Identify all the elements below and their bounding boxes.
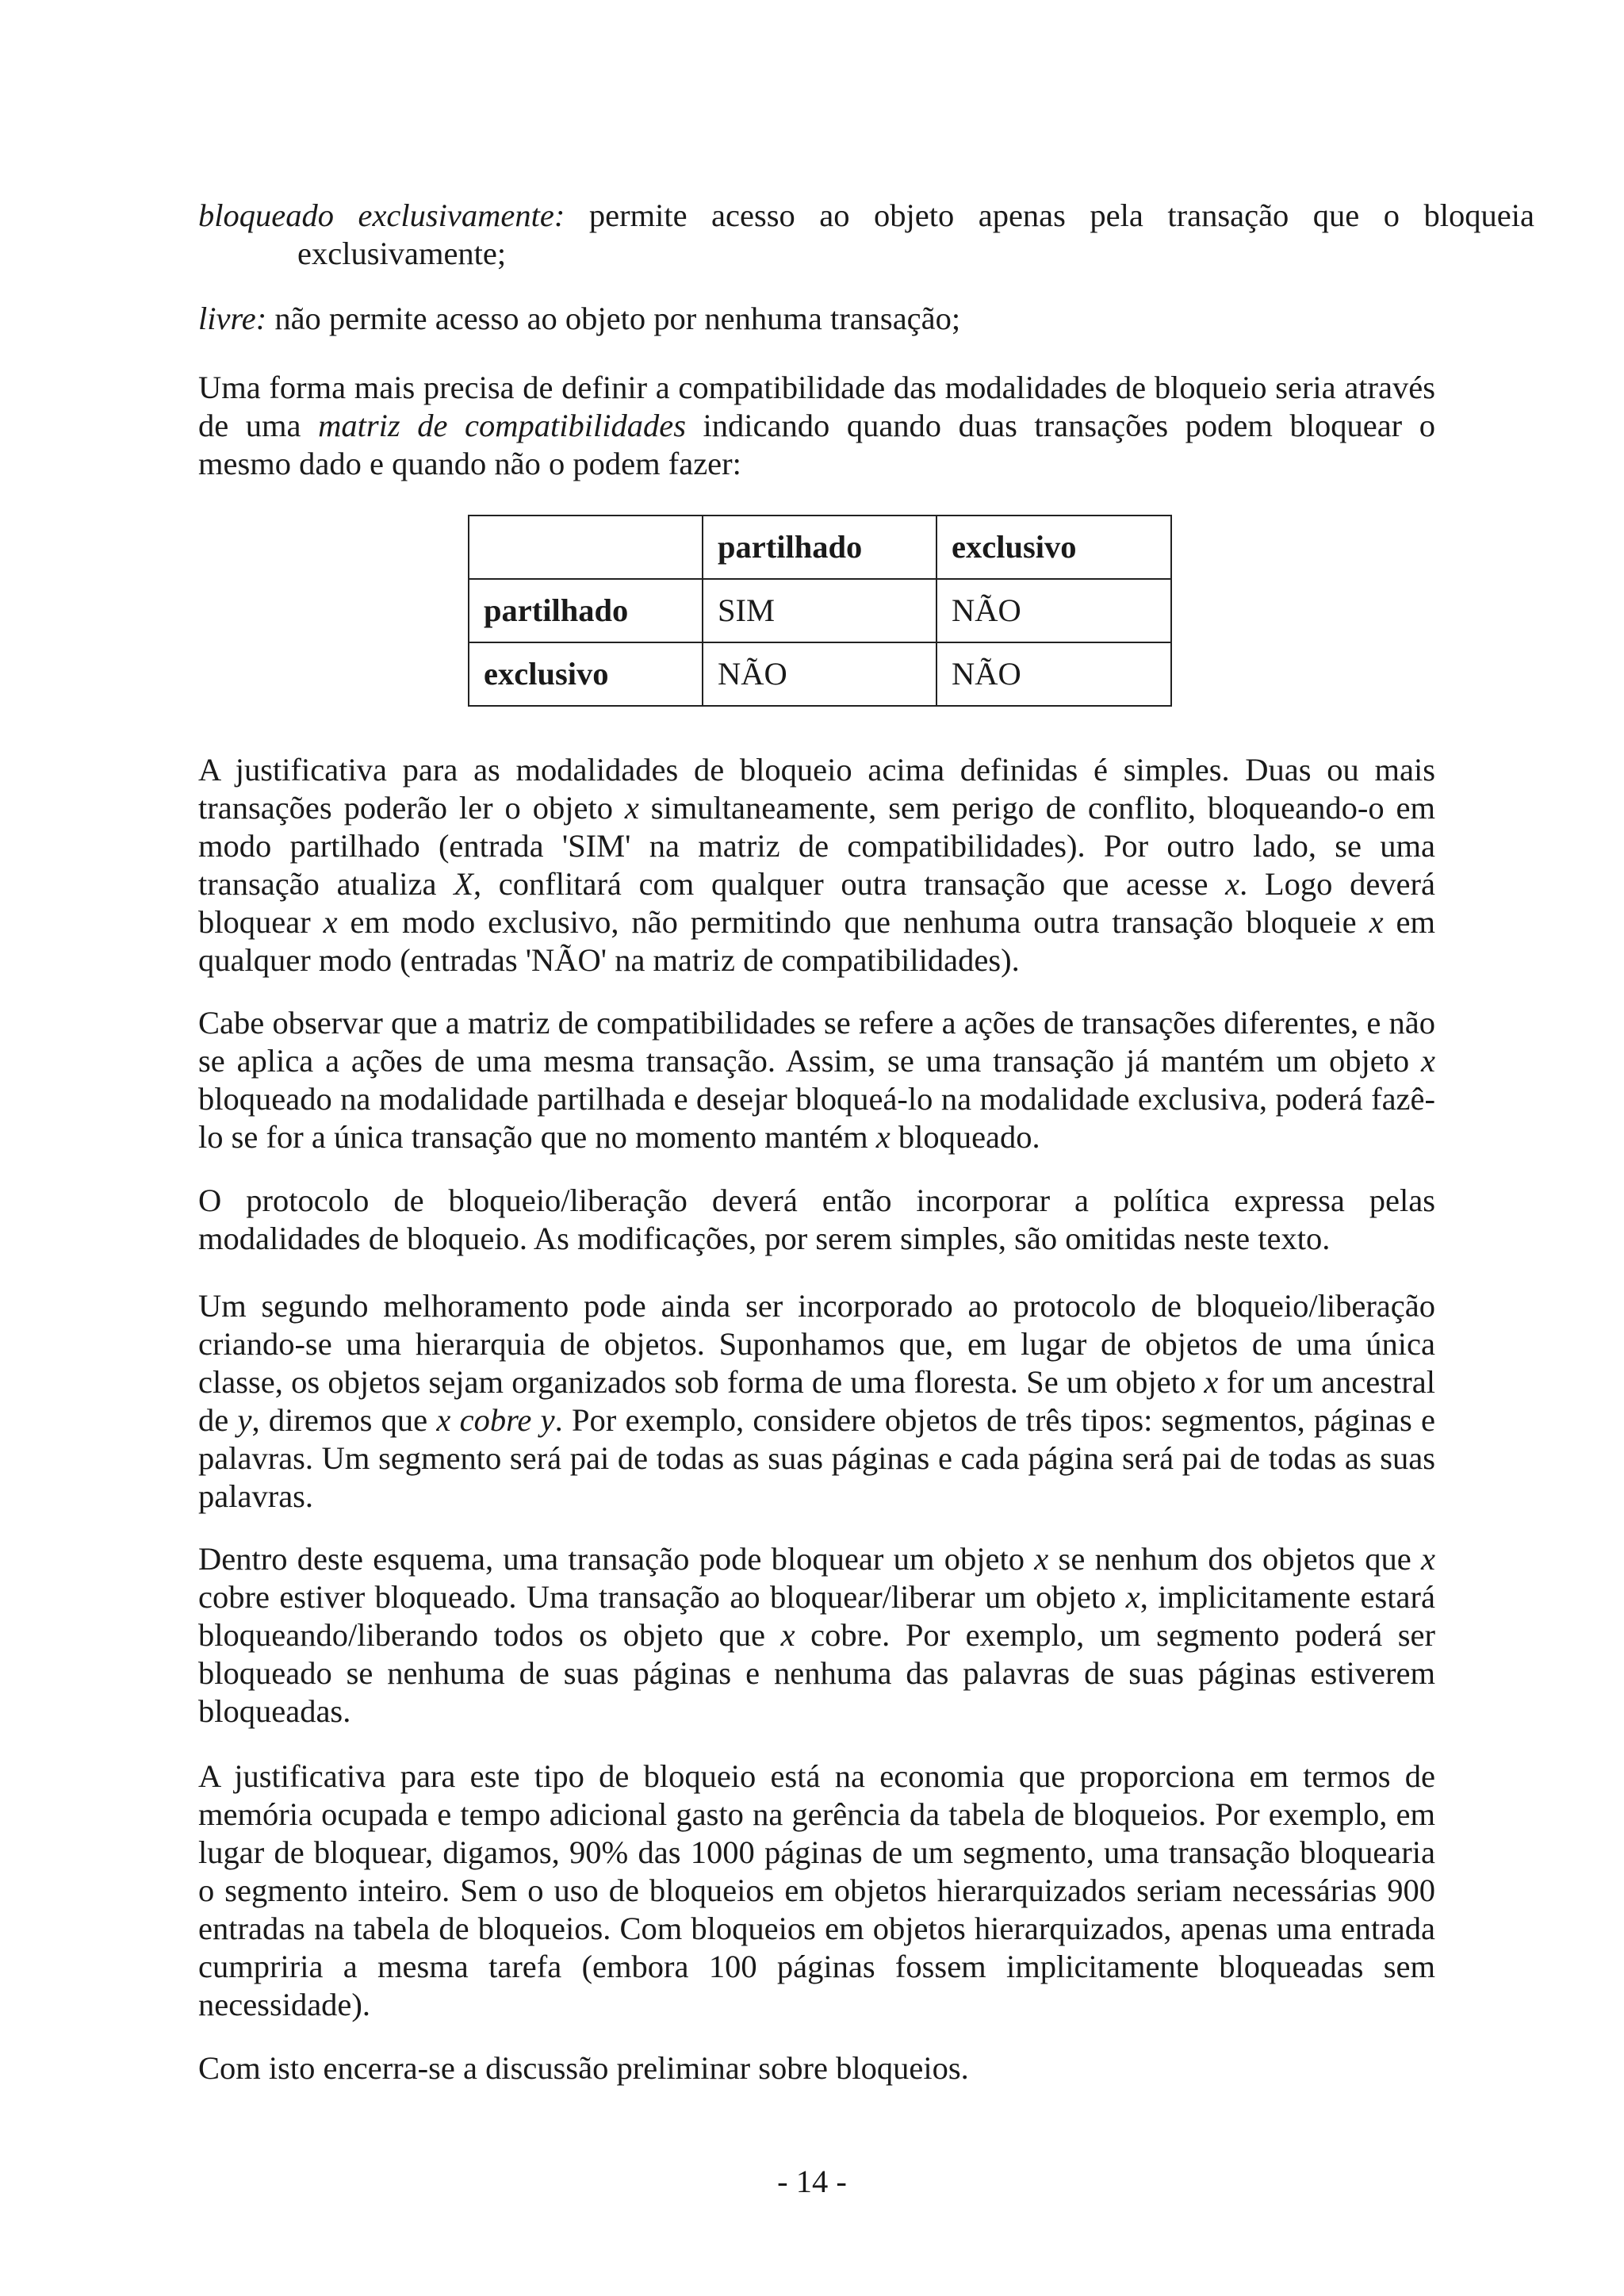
definition-exclusive <box>198 197 1534 273</box>
definition-term: bloqueado exclusivamente: <box>198 197 565 233</box>
variable: x <box>323 904 338 940</box>
table-cell: SIM <box>703 579 936 642</box>
paragraph-closing: Com isto encerra-se a discussão preliminar sobre bloqueios. <box>198 2050 969 2086</box>
table-cell: NÃO <box>936 642 1171 706</box>
definition-term: livre: <box>198 301 267 336</box>
row-header: partilhado <box>469 579 703 642</box>
table-header-row <box>469 516 1171 579</box>
row-header: exclusivo <box>469 642 703 706</box>
paragraph-justification: A justificativa para as modalidades de bloqueio acima definidas é simples. Duas ou mais transações poderão ler o objeto x simultaneamente, sem perigo de conflito, bloqueando-o em modo partilhado (entrada 'SIM' na matriz de compatibilidades). Por outro lado, se uma transação atualiza X, conflitará com qualquer outra transação que acesse x. Logo deverá bloquear x em modo exclusivo, não permitindo que nenhuma outra transação bloqueie x em qualquer modo (entradas 'NÃO' na matriz de compatibilidades). <box>198 752 1435 978</box>
variable: x <box>1421 1043 1435 1079</box>
paragraph-economy: A justificativa para este tipo de bloqueio está na economia que proporciona em termos de memória ocupada e tempo adicional gasto na gerência da tabela de bloqueios. Por exemplo, em lugar de bloquear, digamos, 90% das 1000 páginas de um segmento, uma transação bloquearia o segmento inteiro. Sem o uso de bloqueios em objetos hierarquizados seriam necessárias 900 entradas na tabela de bloqueios. Com bloqueios em objetos hierarquizados, apenas uma entrada cumpriria a mesma tarefa (embora 100 páginas fossem implicitamente bloqueadas sem necessidade). <box>198 1758 1435 2022</box>
paragraph-hierarchy: Um segundo melhoramento pode ainda ser incorporado ao protocolo de bloqueio/liberação criando-se uma hierarquia de objetos. Suponhamos que, em lugar de objetos de uma única classe, os objetos sejam organizados sob forma de uma floresta. Se um objeto x for um ancestral de y, diremos que x cobre y. Por exemplo, considere objetos de três tipos: segmentos, páginas e palavras. Um segmento será pai de todas as suas páginas e cada página será pai de todas as suas palavras. <box>198 1288 1435 1514</box>
definition-free <box>198 300 1435 338</box>
variable: x <box>875 1119 891 1155</box>
paragraph-observe: Cabe observar que a matriz de compatibilidades se refere a ações de transações diferentes, e não se aplica a ações de uma mesma transação. Assim, se uma transação já mantém um objeto x bloqueado na modalidade partilhada e desejar bloqueá-lo na modalidade exclusiva, poderá fazê-lo se for a única transação que no momento mantém x bloqueado. <box>198 1005 1435 1155</box>
table-cell: NÃO <box>703 642 936 706</box>
variable: x <box>780 1617 795 1653</box>
table-cell: NÃO <box>936 579 1171 642</box>
definition-text: permite acesso ao objeto apenas pela transação que o bloqueia exclusivamente; <box>297 197 1534 271</box>
variable: x <box>1369 904 1384 940</box>
definition-text: não permite acesso ao objeto por nenhuma transação; <box>266 301 961 336</box>
paragraph-intro: Uma forma mais precisa de definir a compatibilidade das modalidades de bloqueio seria através de uma matriz de compatibilidades indicando quando duas transações podem bloquear o mesmo dado e quando não o podem fazer: <box>198 370 1435 481</box>
variable: x <box>1034 1541 1049 1577</box>
variable: X <box>454 866 473 902</box>
variable: x <box>1125 1579 1140 1615</box>
paragraph-protocol: O protocolo de bloqueio/liberação deverá então incorporar a política expressa pelas modalidades de bloqueio. As modificações, por serem simples, são omitidas neste texto. <box>198 1182 1435 1256</box>
table-row <box>469 579 1171 642</box>
variable: x <box>1421 1541 1435 1577</box>
variable: x <box>624 790 639 826</box>
page-number: - 14 - <box>777 2164 847 2199</box>
paragraph-scheme: Dentro deste esquema, uma transação pode bloquear um objeto x se nenhum dos objetos que x cobre estiver bloqueado. Uma transação ao bloquear/liberar um objeto x, implicitamente estará bloqueando/liberando todos os objeto que x cobre. Por exemplo, um segmento poderá ser bloqueado se nenhuma de suas páginas e nenhuma das palavras de suas páginas estiverem bloqueadas. <box>198 1541 1435 1729</box>
variable: y <box>237 1402 252 1438</box>
term-matriz: matriz de compatibilidades <box>318 408 686 443</box>
column-header: partilhado <box>703 516 936 579</box>
column-header: exclusivo <box>936 516 1171 579</box>
compatibility-matrix <box>468 515 1172 707</box>
table-row <box>469 642 1171 706</box>
table-corner-cell <box>469 516 703 579</box>
variable: x cobre y <box>436 1402 555 1438</box>
variable: x <box>1204 1364 1219 1400</box>
variable: x <box>1225 866 1240 902</box>
